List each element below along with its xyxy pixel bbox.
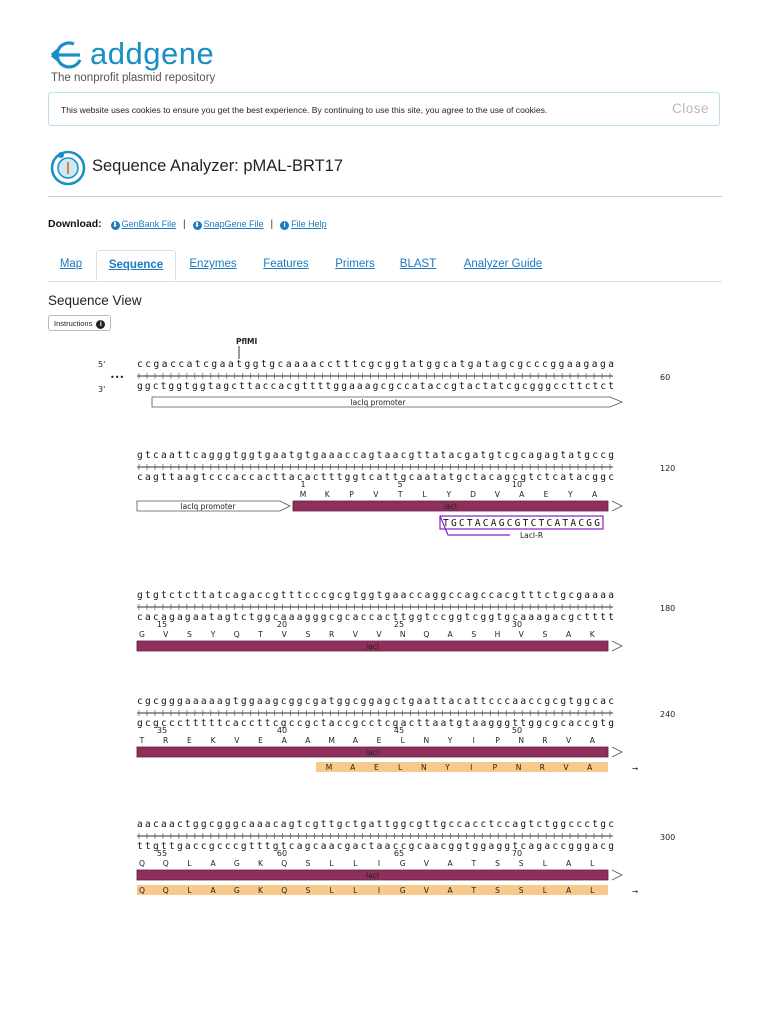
cookie-close-button[interactable]: Close (671, 101, 709, 116)
amino-acid: Q (233, 630, 240, 639)
addgene-logo-icon[interactable] (50, 40, 88, 70)
amino-acid: L (353, 859, 358, 868)
amino-acid: R (542, 736, 548, 745)
orf-amino-acid: M (325, 763, 333, 772)
feature-direction-arrow (612, 501, 622, 511)
amino-acid: R (328, 630, 335, 639)
aa-position-label: 1 (300, 480, 306, 489)
amino-acid: M (299, 490, 307, 499)
amino-acid: T (397, 490, 403, 499)
primer-sequence: TGCTACAGCGTCTCATACGG (443, 518, 600, 529)
orf-amino-acid: L (329, 886, 334, 895)
snapgene-file-link[interactable]: SnapGene File (203, 219, 264, 229)
amino-acid: L (187, 859, 192, 868)
aa-position-label: 25 (393, 620, 405, 629)
amino-acid: K (324, 490, 330, 499)
orf-amino-acid: L (542, 886, 548, 895)
orf-amino-acid: P (492, 763, 498, 772)
amino-acid: A (565, 859, 572, 868)
sequence-position: 60 (660, 373, 671, 382)
tab-sequence[interactable]: Sequence (96, 250, 176, 281)
amino-acid: E (258, 736, 263, 745)
orf-arrow-icon: ➞ (632, 887, 639, 896)
amino-acid: L (329, 859, 334, 868)
feature-label: lacIq promoter (180, 502, 236, 511)
aa-position-label: 50 (511, 726, 523, 735)
amino-acid: V (352, 630, 358, 639)
orf-amino-acid: L (590, 886, 595, 895)
amino-acid: V (423, 859, 430, 868)
orf-amino-acid: E (373, 763, 379, 772)
amino-acid: V (373, 490, 379, 499)
cookie-banner (48, 92, 720, 126)
sequence-position: 180 (660, 604, 676, 613)
orf-amino-acid: A (565, 886, 572, 895)
orf-amino-acid: G (233, 886, 240, 895)
orf-amino-acid: N (420, 763, 427, 772)
orf-amino-acid: V (423, 886, 430, 895)
feature-label: lacI (365, 642, 380, 651)
amino-acid: E (186, 736, 192, 745)
amino-acid: Q (423, 630, 430, 639)
download-bar (48, 218, 327, 230)
top-strand: gtgtctcttatcagaccgtttcccgcgtggtgaaccaggccagccacgtttctgcgaaaa (137, 590, 615, 601)
orf-amino-acid: G (399, 886, 406, 895)
tab-features[interactable]: Features (263, 258, 309, 270)
amino-acid: H (494, 630, 501, 639)
feature-label: lacI (365, 871, 380, 880)
strand-3-prime: 3' (98, 385, 106, 394)
amino-acid: S (471, 630, 477, 639)
aa-position-label: 5 (397, 480, 403, 489)
top-strand: cgcgggaaaaagtggaagcggcgatggcggagctgaattacattcccaaccgcgtggcac (137, 696, 615, 707)
tab-primers[interactable]: Primers (335, 258, 375, 270)
amino-acid: K (258, 859, 263, 868)
amino-acid: N (423, 736, 430, 745)
amino-acid: Y (210, 630, 216, 639)
orf-track (137, 885, 608, 895)
amino-acid: A (352, 736, 358, 745)
feature-direction-arrow (612, 870, 622, 880)
amino-acid: A (565, 630, 572, 639)
orf-amino-acid: I (470, 763, 473, 772)
amino-acid: P (495, 736, 500, 745)
aa-position-label: 45 (393, 726, 405, 735)
amino-acid: V (494, 490, 501, 499)
amino-acid: V (234, 736, 240, 745)
amino-acid: S (495, 859, 500, 868)
primer-label: LacI-R (520, 531, 544, 540)
aa-position-label: 15 (156, 620, 168, 629)
amino-acid: Q (281, 859, 288, 868)
feature-direction-arrow (612, 641, 622, 651)
instructions-label: Instructions (54, 319, 93, 328)
feature-direction-arrow (612, 747, 622, 757)
orf-amino-acid: Q (281, 886, 288, 895)
orf-amino-acid: A (587, 763, 593, 772)
amino-acid: A (305, 736, 311, 745)
orf-amino-acid: T (471, 886, 477, 895)
orf-amino-acid: S (518, 886, 524, 895)
aa-position-label: 10 (511, 480, 523, 489)
expand-ellipsis: ••• (110, 373, 125, 382)
amino-acid: A (210, 859, 216, 868)
sequence-position: 240 (660, 710, 676, 719)
amino-acid: E (543, 490, 549, 499)
amino-acid: A (591, 490, 598, 499)
download-icon: ⬇ (194, 222, 201, 229)
amino-acid: V (518, 630, 524, 639)
page-title: Sequence Analyzer: pMAL-BRT17 (92, 157, 344, 175)
top-strand: ccgaccatcgaatggtgcaaaacctttcgcggtatggcatgatagcgcccggaagaga (137, 359, 614, 370)
aa-position-label: 60 (276, 849, 288, 858)
orf-amino-acid: R (539, 763, 545, 772)
amino-acid: Y (446, 490, 452, 499)
orf-amino-acid: Q (139, 886, 145, 895)
amino-acid: A (447, 630, 453, 639)
amino-acid: S (542, 630, 548, 639)
orf-arrow-icon: ➞ (632, 764, 639, 773)
top-strand: gtcaattcagggtggtgaatgtgaaaccagtaacgttatacgatgtcgcagagtatgccg (137, 450, 615, 461)
amino-acid: V (376, 630, 382, 639)
brand-name[interactable]: addgene (90, 36, 215, 71)
instructions-button[interactable] (48, 315, 111, 331)
amino-acid: G (139, 630, 145, 639)
sequence-position: 120 (660, 464, 676, 473)
cookie-message: This website uses cookies to ensure you get the best experience. By continuing to use this site, you agree to the use of cookies. (61, 105, 548, 115)
download-label: Download: (48, 218, 102, 230)
bottom-strand: gcgccctttttcaccttcgccgctaccgcctcgacttaatgtaagggttggcgcaccgtg (137, 718, 615, 729)
orf-amino-acid: V (563, 763, 569, 772)
amino-acid: S (186, 630, 192, 639)
orf-amino-acid: Y (445, 763, 450, 772)
orf-amino-acid: A (447, 886, 453, 895)
tab-blast[interactable]: BLAST (399, 258, 437, 270)
amino-acid: L (400, 736, 405, 745)
orf-amino-acid: I (377, 886, 381, 895)
orf-amino-acid: L (353, 886, 358, 895)
info-icon: i (280, 221, 289, 230)
amino-acid: V (565, 736, 572, 745)
brand-tagline: The nonprofit plasmid repository (51, 72, 216, 84)
amino-acid: I (472, 736, 475, 745)
enzyme-label: PflMI (236, 337, 258, 346)
orf-amino-acid: Q (162, 886, 169, 895)
top-strand: aacaactggcgggcaaacagtcgttgctgattggcgttgccacctccagtctggccctgc (137, 819, 615, 830)
amino-acid: E (376, 736, 382, 745)
genbank-file-link[interactable]: GenBank File (121, 219, 177, 229)
tab-analyzer-guide[interactable]: Analyzer Guide (463, 258, 543, 270)
amino-acid: S (305, 859, 311, 868)
amino-acid: A (589, 736, 595, 745)
tab-map[interactable]: Map (59, 258, 83, 270)
sequence-analyzer-icon (49, 148, 87, 186)
strand-5-prime: 5' (98, 360, 106, 369)
amino-acid: V (281, 630, 287, 639)
feature-label: lacIq promoter (350, 398, 406, 407)
aa-position-label: 35 (156, 726, 168, 735)
orf-amino-acid: A (350, 763, 356, 772)
amino-acid: P (349, 490, 354, 499)
sequence-position: 300 (660, 833, 676, 842)
amino-acid: A (519, 490, 525, 499)
amino-acid: G (233, 859, 240, 868)
amino-acid: Q (162, 859, 169, 868)
amino-acid: A (447, 859, 453, 868)
amino-acid: L (422, 490, 427, 499)
aa-position-label: 55 (156, 849, 168, 858)
bottom-strand: cacagagaatagtctggcaaagggcgcaccacttggtccggtcggtgcaaagacgctttt (137, 612, 615, 623)
bottom-strand: ttgttgaccgcccgtttgtcagcaacgactaaccgcaacggtggaggtcagaccgggacg (137, 841, 615, 852)
amino-acid: K (589, 630, 595, 639)
separator: | (270, 219, 274, 230)
orf-amino-acid: L (187, 886, 192, 895)
aa-position-label: 40 (276, 726, 288, 735)
orf-amino-acid: L (397, 763, 403, 772)
file-help-link[interactable]: File Help (291, 219, 327, 229)
orf-amino-acid: K (258, 886, 263, 895)
amino-acid: T (258, 630, 263, 639)
amino-acid: R (163, 736, 169, 745)
amino-acid: Y (447, 736, 453, 745)
amino-acid: V (163, 630, 169, 639)
amino-acid: T (471, 859, 477, 868)
amino-acid: G (399, 859, 406, 868)
amino-acid: M (328, 736, 335, 745)
amino-acid: N (518, 736, 525, 745)
amino-acid: I (377, 859, 381, 868)
orf-amino-acid: N (515, 763, 522, 772)
sequence-view[interactable] (0, 330, 768, 924)
bottom-strand: ggctggtggtagcttaccacgttttggaaagcgccataccgtactatcgcgggccttctct (137, 381, 614, 392)
amino-acid: Y (567, 490, 573, 499)
amino-acid: Q (139, 859, 145, 868)
feature-label: lacI (443, 502, 458, 511)
divider (48, 196, 722, 197)
orf-amino-acid: A (210, 886, 216, 895)
aa-position-label: 30 (511, 620, 523, 629)
orf-amino-acid: S (495, 886, 500, 895)
amino-acid: K (210, 736, 216, 745)
download-icon: ⬇ (112, 222, 119, 229)
info-icon: i (96, 320, 105, 329)
amino-acid: L (542, 859, 548, 868)
orf-amino-acid: S (305, 886, 311, 895)
feature-label: lacI (365, 748, 380, 757)
aa-position-label: 70 (511, 849, 523, 858)
tab-enzymes[interactable]: Enzymes (189, 258, 237, 270)
amino-acid: L (590, 859, 595, 868)
aa-position-label: 20 (276, 620, 288, 629)
amino-acid: T (139, 736, 145, 745)
amino-acid: D (470, 490, 477, 499)
bottom-strand: cagttaagtcccaccacttacactttggtcattgcaatatgctacagcgtctcatacggc (137, 472, 615, 483)
amino-acid: S (518, 859, 524, 868)
amino-acid: N (399, 630, 406, 639)
amino-acid: S (305, 630, 311, 639)
separator: | (183, 219, 186, 230)
amino-acid: A (281, 736, 287, 745)
sequence-view-title: Sequence View (48, 293, 142, 308)
analyzer-tabs (48, 250, 722, 282)
aa-position-label: 65 (393, 849, 405, 858)
